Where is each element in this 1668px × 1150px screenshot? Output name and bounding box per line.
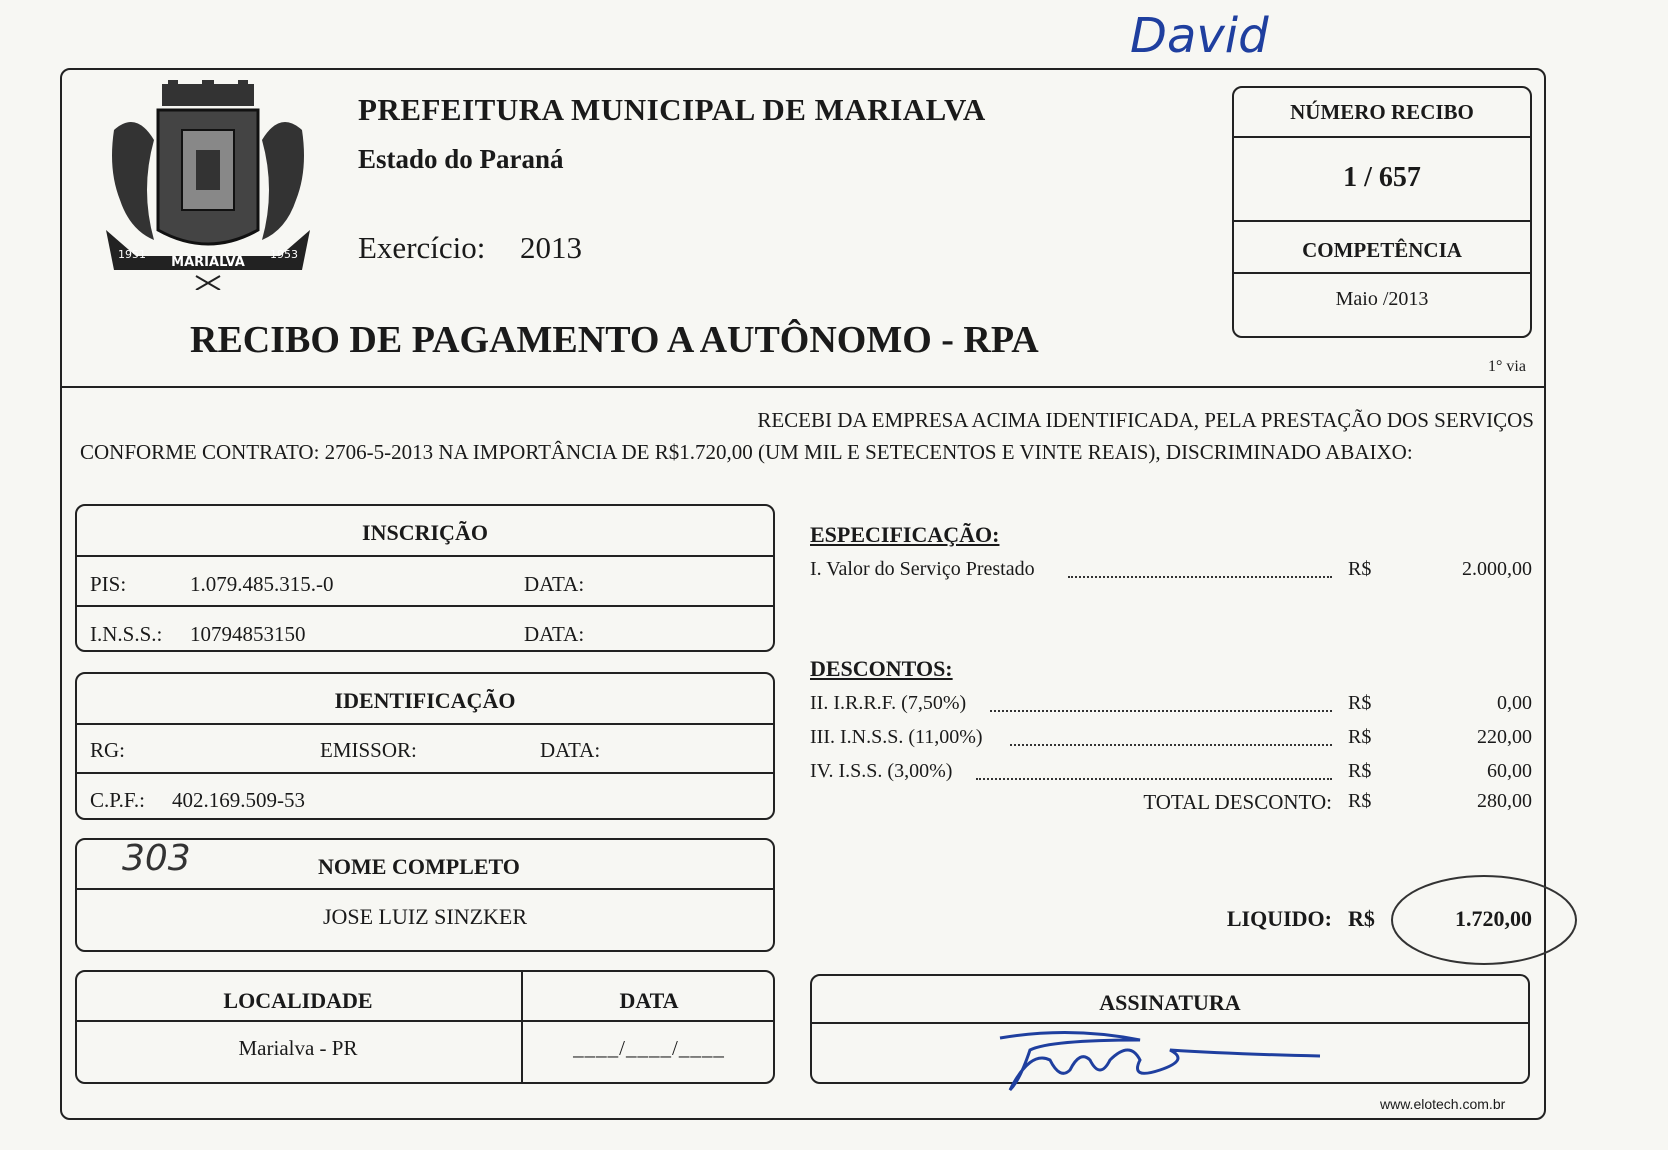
date-value: ____/____/____ [573, 1036, 725, 1060]
desconto-inss-label: III. I.N.S.S. (11,00%) [810, 726, 983, 748]
pis-label: PIS: [90, 572, 127, 596]
signature-scribble [990, 1020, 1330, 1100]
localidade-title: LOCALIDADE [223, 988, 373, 1013]
receipt-number-value: 1 / 657 [1343, 162, 1421, 193]
identificacao-title: IDENTIFICAÇÃO [334, 688, 516, 713]
assinatura-title: ASSINATURA [1099, 990, 1241, 1015]
inscricao-title: INSCRIÇÃO [362, 520, 488, 545]
desconto-inss-value: 220,00 [1477, 726, 1532, 748]
total-desconto-currency: R$ [1348, 790, 1372, 812]
especificacao-title: ESPECIFICAÇÃO: [810, 522, 1000, 547]
liquido-value: 1.720,00 [1455, 906, 1532, 931]
handwritten-name: David [1130, 8, 1269, 64]
pis-value: 1.079.485.315.-0 [190, 572, 334, 596]
cpf-value: 402.169.509-53 [172, 788, 305, 812]
exercicio-value: 2013 [520, 230, 582, 265]
desconto-irrf-label: II. I.R.R.F. (7,50%) [810, 692, 967, 714]
total-desconto-value: 280,00 [1477, 790, 1532, 812]
desconto-iss-currency: R$ [1348, 760, 1372, 782]
emissor-label: EMISSOR: [320, 738, 417, 762]
inss-value: 10794853150 [190, 622, 306, 646]
inss-date-label: DATA: [524, 622, 585, 646]
liquido-circle-mark [1384, 866, 1584, 974]
statement-line-2: CONFORME CONTRATO: 2706-5-2013 NA IMPORTÂNCIA DE R$1.720,00 (UM MIL E SETECENTOS E VINTE REAIS), DISCRIMINADO ABAIXO: [80, 440, 1413, 464]
especificacao-item-1-currency: R$ [1348, 558, 1372, 580]
rg-label: RG: [90, 738, 126, 762]
especificacao-item-1-label: I. Valor do Serviço Prestado [810, 558, 1035, 580]
pis-date-label: DATA: [524, 572, 585, 596]
receipt-number-label: NÚMERO RECIBO [1290, 100, 1474, 124]
svg-text:1951: 1951 [118, 248, 146, 261]
cpf-label: C.P.F.: [90, 788, 145, 812]
nome-value: JOSE LUIZ SINZKER [322, 904, 528, 929]
footer-website: www.elotech.com.br [1380, 1096, 1506, 1112]
especificacao-item-1-value: 2.000,00 [1462, 558, 1532, 580]
localidade-value: Marialva - PR [238, 1036, 358, 1060]
handwritten-number: 303 [122, 838, 191, 879]
desconto-irrf-value: 0,00 [1497, 692, 1532, 714]
municipality-title: PREFEITURA MUNICIPAL DE MARIALVA [358, 92, 986, 127]
liquido-label: LIQUIDO: [1226, 906, 1332, 931]
via-label: 1° via [1488, 358, 1526, 375]
competencia-value: Maio /2013 [1335, 288, 1429, 310]
document-title: RECIBO DE PAGAMENTO A AUTÔNOMO - RPA [190, 319, 1039, 361]
descontos-title: DESCONTOS: [810, 656, 953, 681]
municipal-crest [106, 80, 310, 290]
desconto-inss-currency: R$ [1348, 726, 1372, 748]
crest-icon [106, 80, 310, 290]
competencia-label: COMPETÊNCIA [1302, 238, 1462, 262]
desconto-irrf-currency: R$ [1348, 692, 1372, 714]
desconto-iss-value: 60,00 [1487, 760, 1532, 782]
svg-text:1953: 1953 [270, 248, 298, 261]
date-title: DATA [619, 988, 679, 1013]
state-name: Estado do Paraná [358, 144, 564, 174]
identificacao-date-label: DATA: [540, 738, 601, 762]
statement-line-1: RECEBI DA EMPRESA ACIMA IDENTIFICADA, PELA PRESTAÇÃO DOS SERVIÇOS [757, 408, 1534, 432]
liquido-currency: R$ [1348, 906, 1375, 931]
inss-label: I.N.S.S.: [90, 622, 163, 646]
svg-text:MARIALVA: MARIALVA [171, 255, 245, 270]
nome-title: NOME COMPLETO [318, 854, 520, 879]
total-desconto-label: TOTAL DESCONTO: [1143, 790, 1332, 814]
exercicio-label: Exercício: [358, 230, 486, 265]
desconto-iss-label: IV. I.S.S. (3,00%) [810, 760, 953, 782]
